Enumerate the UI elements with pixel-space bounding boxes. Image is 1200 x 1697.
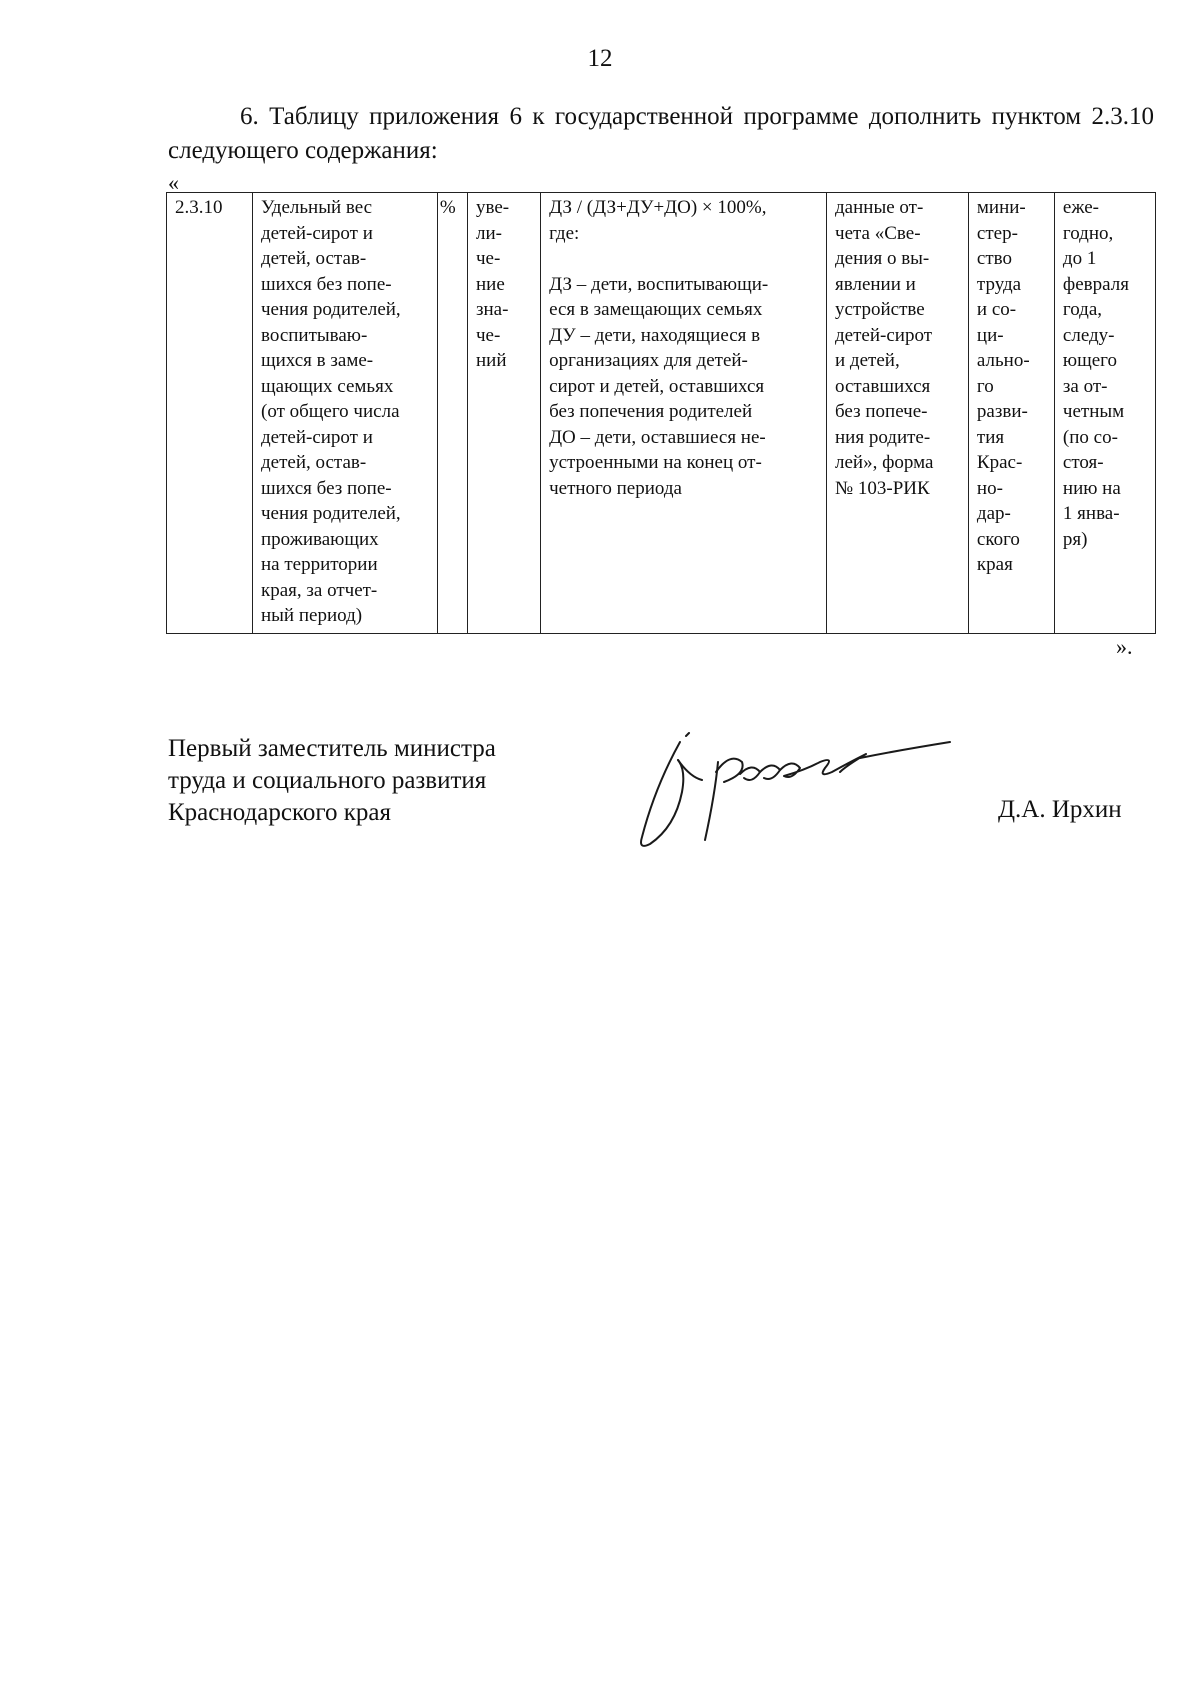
signatory-position: Первый заместитель министра труда и социального развития Краснодарского края [168,735,496,826]
table-row [167,193,1156,634]
open-quote: « [168,170,179,195]
handwritten-signature [620,732,970,852]
page-number: 12 [587,45,613,72]
cell-deadline: еже- годно, до 1 февраля года, следу- ющего за от- четным (по со- стоя- нию на 1 янва- ря) [1054,193,1155,634]
cell-indicator: Удельный вес детей-сирот и детей, остав- шихся без попе- чения родителей, воспитываю- щихся в заме- щающих семьях (от общего числа детей-сирот и детей, остав- шихся без попе- чения родителей, проживающих на территории края, за отчет- ный период) [253,193,438,634]
cell-trend: уве- ли- че- ние зна- че- ний [467,193,540,634]
close-quote: ». [1116,634,1133,659]
cell-formula: ДЗ / (ДЗ+ДУ+ДО) × 100%, где: ДЗ – дети, воспитывающи- еся в замещающих семьях ДУ – дети, находящиеся в организациях для детей- сирот и детей, оставшихся без попечения родителей ДО – дети, оставшиеся не- устроенными на конец от- четного периода [541,193,827,634]
cell-number: 2.3.10 [167,193,253,634]
signatory-name: Д.А. Ирхин [998,796,1122,823]
cell-source: данные от- чета «Све- дения о вы- явлении и устройстве детей-сирот и детей, оставшихся без попече- ния родите- лей», форма № 103-РИК [827,193,969,634]
intro-paragraph: 6. Таблицу приложения 6 к государственной программе дополнить пунктом 2.3.10 следующего содержания: [168,103,1154,164]
cell-responsible: мини- стер- ство труда и со- ци- ально- го разви- тия Крас- но- дар- ского края [968,193,1054,634]
cell-unit: % [437,193,467,634]
indicator-table [166,192,1156,634]
